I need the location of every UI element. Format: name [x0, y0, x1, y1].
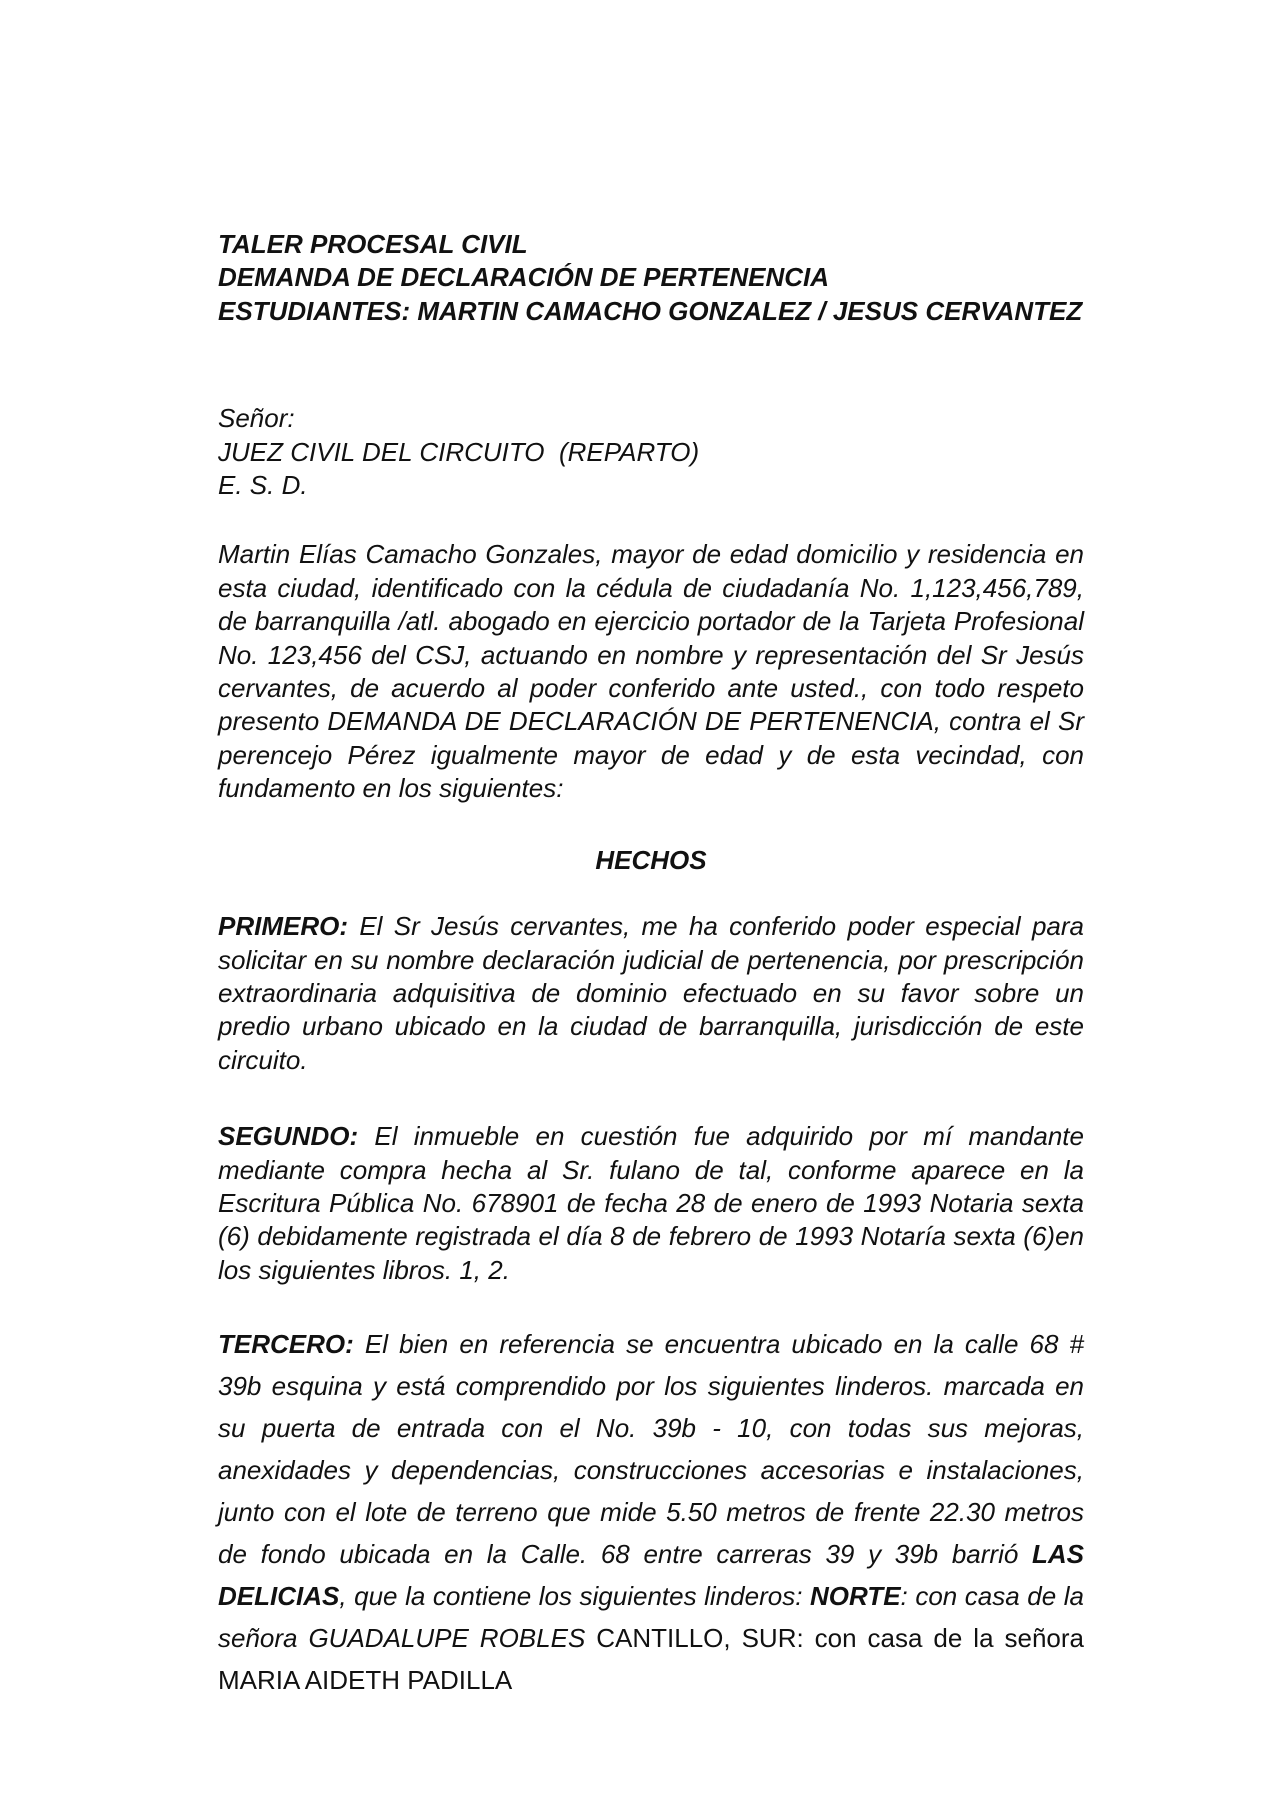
text-segment: LAS DELICIAS	[218, 1539, 1084, 1612]
header-subject-line: DEMANDA DE DECLARACIÓN DE PERTENENCIA	[218, 262, 830, 293]
header-students-line: ESTUDIANTES: MARTIN CAMACHO GONZALEZ / JESUS CERVANTEZ	[218, 295, 1083, 326]
addressee-esd-line: E. S. D.	[218, 470, 308, 501]
document-header	[218, 228, 1084, 328]
section-heading-hechos: HECHOS	[595, 844, 707, 875]
fact-label-tercero: TERCERO:	[218, 1329, 354, 1360]
fact-paragraph-segundo	[218, 1120, 1084, 1287]
fact-text-segundo: El inmueble en cuestión fue adquirido por mí mandante mediante compra hecha al Sr. fulano de tal, conforme aparece en la Escritura Pública No. 678901 de fecha 28 de enero de 1993 Notaria sexta (6) debidamente registrada el día 8 de febrero de 1993 Notaría sexta (6)en los siguientes libros. 1, 2.	[218, 1121, 1084, 1285]
text-segment: El bien en referencia se encuentra ubicado en la calle 68 # 39b esquina y está comprendido por los siguientes linderos. marcada en su puerta de entrada con el No. 39b - 10, con todas sus mejoras, anexidades y dependencias, construcciones accesorias e instalaciones, junto con el lote de terreno que mide 5.50 metros de frente 22.30 metros de fondo ubicada en la Calle. 68 entre carreras 39 y 39b barrió	[218, 1329, 1084, 1570]
addressee-block	[218, 402, 1084, 502]
text-segment: CANTILLO, SUR: con casa de la señora MARIA AIDETH PADILLA	[218, 1623, 1084, 1696]
fact-label-primero: PRIMERO:	[218, 911, 348, 942]
text-segment: , que la contiene los siguientes linderos:	[339, 1581, 810, 1612]
fact-text-tercero	[218, 1329, 1084, 1695]
intro-paragraph: Martin Elías Camacho Gonzales, mayor de edad domicilio y residencia en esta ciudad, identificado con la cédula de ciudadanía No. 1,123,456,789, de barranquilla /atl. abogado en ejercicio portador de la Tarjeta Profesional No. 123,456 del CSJ, actuando en nombre y representación del Sr Jesús cervantes, de acuerdo al poder conferido ante usted., con todo respeto presento DEMANDA DE DECLARACIÓN DE PERTENENCIA, contra el Sr perencejo Pérez igualmente mayor de edad y de esta vecindad, con fundamento en los siguientes:	[218, 539, 1084, 804]
header-title-line: TALER PROCESAL CIVIL	[218, 229, 528, 259]
text-segment: NORTE	[810, 1581, 901, 1612]
addressee-salutation: Señor:	[218, 403, 295, 434]
fact-paragraph-primero	[218, 910, 1084, 1077]
fact-text-primero: El Sr Jesús cervantes, me ha conferido poder especial para solicitar en su nombre declaración judicial de pertenencia, por prescripción extraordinaria adquisitiva de dominio efectuado en su favor sobre un predio urbano ubicado en la ciudad de barranquilla, jurisdicción de este circuito.	[218, 911, 1084, 1075]
addressee-judge-line: JUEZ CIVIL DEL CIRCUITO (REPARTO)	[218, 436, 700, 467]
text-segment: : con casa de la señora GUADALUPE ROBLES	[218, 1581, 1084, 1654]
fact-paragraph-tercero	[218, 1323, 1084, 1701]
fact-label-segundo: SEGUNDO:	[218, 1121, 359, 1152]
document-page	[218, 228, 1084, 1701]
